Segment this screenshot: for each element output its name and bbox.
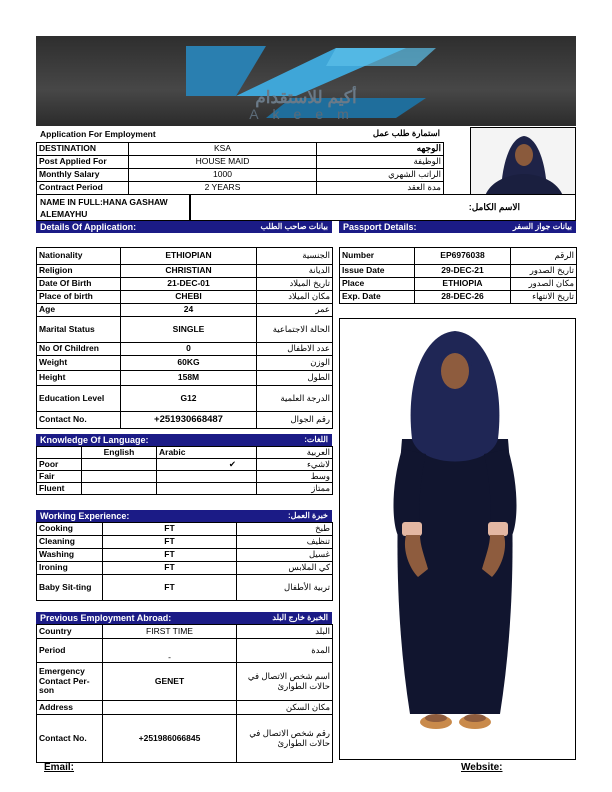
experience-bar-label-ar: خبرة العمل: bbox=[287, 511, 328, 520]
skill-label: Washing bbox=[37, 549, 103, 562]
passport-label: Number bbox=[340, 248, 415, 265]
footer-website-label: Website: bbox=[461, 762, 503, 773]
experience-table bbox=[36, 522, 333, 601]
table-row bbox=[37, 412, 333, 429]
skill-value: FT bbox=[103, 523, 237, 536]
table-row bbox=[37, 278, 333, 291]
table-row bbox=[37, 317, 333, 343]
detail-label: Place of birth bbox=[37, 291, 121, 304]
passport-label-ar: تاريخ الانتهاء bbox=[511, 291, 577, 304]
row-value: 2 YEARS bbox=[129, 182, 317, 195]
table-row bbox=[37, 265, 333, 278]
previous-label: Contact No. bbox=[37, 715, 103, 763]
detail-label-ar: رقم الجوال bbox=[257, 412, 333, 429]
table-row bbox=[340, 265, 577, 278]
skill-label-ar: تنظيف bbox=[237, 536, 333, 549]
table-row bbox=[37, 562, 333, 575]
language-level-label-ar: لاشيء bbox=[257, 459, 333, 471]
table-row bbox=[37, 483, 333, 495]
form-title-en: Application For Employment bbox=[40, 129, 156, 139]
previous-employment-bar-label: Previous Employment Abroad: bbox=[40, 613, 172, 623]
detail-value: CHRISTIAN bbox=[121, 265, 257, 278]
detail-value: 0 bbox=[121, 343, 257, 356]
experience-bar-label: Working Experience: bbox=[40, 511, 130, 521]
previous-employment-bar bbox=[36, 612, 332, 624]
detail-label: Height bbox=[37, 371, 121, 386]
table-row bbox=[37, 371, 333, 386]
logo-banner bbox=[36, 36, 576, 126]
detail-label-ar: عمر bbox=[257, 304, 333, 317]
full-body-photo bbox=[339, 318, 576, 760]
language-col-arabic-ar: العربية bbox=[257, 447, 333, 459]
portrait-photo bbox=[470, 127, 576, 195]
row-label: Monthly Salary bbox=[37, 169, 129, 182]
row-value: HOUSE MAID bbox=[129, 156, 317, 169]
row-label-ar: الوجهه bbox=[317, 143, 444, 156]
language-level-label-ar: وسط bbox=[257, 471, 333, 483]
passport-value: ETHIOPIA bbox=[415, 278, 511, 291]
passport-value: 28-DEC-26 bbox=[415, 291, 511, 304]
detail-label: Date Of Birth bbox=[37, 278, 121, 291]
full-name-label: NAME IN FULL:HANA GASHAW ALEMAYHU bbox=[40, 197, 168, 219]
previous-label-ar: رقم شخص الاتصال في حالات الطوارئ bbox=[237, 715, 333, 763]
table-row bbox=[37, 386, 333, 412]
table-row bbox=[37, 343, 333, 356]
passport-label: Exp. Date bbox=[340, 291, 415, 304]
detail-value: 60KG bbox=[121, 356, 257, 371]
details-bar-label-ar: بيانات صاحب الطلب bbox=[260, 222, 328, 231]
previous-value bbox=[103, 701, 237, 715]
detail-label: Religion bbox=[37, 265, 121, 278]
language-arabic-mark bbox=[157, 471, 257, 483]
language-level-label: Poor bbox=[37, 459, 82, 471]
skill-value: FT bbox=[103, 549, 237, 562]
previous-value: GENET bbox=[103, 663, 237, 701]
table-row bbox=[37, 715, 333, 763]
logo-latin-text: Akeem bbox=[249, 106, 363, 122]
detail-label-ar: الطول bbox=[257, 371, 333, 386]
skill-label: Cooking bbox=[37, 523, 103, 536]
detail-label-ar: الدرجة العلمية bbox=[257, 386, 333, 412]
language-level-label: Fair bbox=[37, 471, 82, 483]
form-title-ar: استمارة طلب عمل bbox=[372, 128, 440, 138]
detail-value: ETHIOPIAN bbox=[121, 248, 257, 265]
row-label-ar: الراتب الشهري bbox=[317, 169, 444, 182]
row-value: KSA bbox=[129, 143, 317, 156]
skill-value: FT bbox=[103, 575, 237, 601]
row-label: Post Applied For bbox=[37, 156, 129, 169]
detail-label: Marital Status bbox=[37, 317, 121, 343]
table-row bbox=[37, 575, 333, 601]
skill-label-ar: طبخ bbox=[237, 523, 333, 536]
row-value: 1000 bbox=[129, 169, 317, 182]
row-label: Contract Period bbox=[37, 182, 129, 195]
detail-value: 158M bbox=[121, 371, 257, 386]
language-bar bbox=[36, 434, 332, 446]
table-row bbox=[37, 304, 333, 317]
detail-label-ar: عدد الاطفال bbox=[257, 343, 333, 356]
previous-label-ar: اسم شخص الاتصال في حالات الطوارئ bbox=[237, 663, 333, 701]
passport-label-ar: الرقم bbox=[511, 248, 577, 265]
table-row bbox=[37, 291, 333, 304]
row-label-ar: الوظيفة bbox=[317, 156, 444, 169]
passport-value: 29-DEC-21 bbox=[415, 265, 511, 278]
language-col-arabic: Arabic bbox=[157, 447, 257, 459]
language-arabic-mark bbox=[157, 483, 257, 495]
table-row bbox=[37, 169, 444, 182]
row-label: DESTINATION bbox=[37, 143, 129, 156]
table-row bbox=[37, 701, 333, 715]
detail-label: Weight bbox=[37, 356, 121, 371]
table-row bbox=[37, 549, 333, 562]
passport-label-ar: مكان الصدور bbox=[511, 278, 577, 291]
previous-employment-table bbox=[36, 624, 333, 763]
details-bar-label: Details Of Application: bbox=[40, 222, 137, 232]
previous-label-ar: البلد bbox=[237, 625, 333, 639]
detail-label: Contact No. bbox=[37, 412, 121, 429]
previous-label: Emergency Contact Per-son bbox=[37, 663, 103, 701]
table-row bbox=[37, 143, 444, 156]
passport-label-ar: تاريخ الصدور bbox=[511, 265, 577, 278]
detail-label-ar: مكان الميلاد bbox=[257, 291, 333, 304]
passport-bar-label-ar: بيانات جواز السفر bbox=[512, 222, 572, 231]
detail-value: 21-DEC-01 bbox=[121, 278, 257, 291]
table-row bbox=[37, 356, 333, 371]
table-row bbox=[37, 523, 333, 536]
detail-value: SINGLE bbox=[121, 317, 257, 343]
detail-label: No Of Children bbox=[37, 343, 121, 356]
detail-value: G12 bbox=[121, 386, 257, 412]
details-table bbox=[36, 247, 333, 429]
previous-employment-bar-label-ar: الخبرة خارج البلد bbox=[272, 613, 328, 622]
table-row bbox=[37, 471, 333, 483]
language-english-mark bbox=[82, 459, 157, 471]
passport-table bbox=[339, 247, 577, 304]
passport-value: EP6976038 bbox=[415, 248, 511, 265]
previous-label: Period bbox=[37, 639, 103, 663]
detail-label-ar: الحالة الاجتماعية bbox=[257, 317, 333, 343]
table-row bbox=[37, 156, 444, 169]
detail-label: Education Level bbox=[37, 386, 121, 412]
skill-value: FT bbox=[103, 562, 237, 575]
skill-label: Cleaning bbox=[37, 536, 103, 549]
table-row bbox=[37, 625, 333, 639]
checkmark-icon: ✔ bbox=[157, 459, 257, 471]
language-bar-label-ar: اللغات: bbox=[304, 435, 328, 444]
skill-label-ar: كي الملابس bbox=[237, 562, 333, 575]
table-row bbox=[37, 182, 444, 195]
previous-value: - bbox=[103, 639, 237, 663]
previous-label-ar: المدة bbox=[237, 639, 333, 663]
language-level-label-ar: ممتاز bbox=[257, 483, 333, 495]
skill-value: FT bbox=[103, 536, 237, 549]
detail-label-ar: الوزن bbox=[257, 356, 333, 371]
details-bar bbox=[36, 221, 332, 233]
logo-arabic-text: أكيم للاستقدام bbox=[255, 88, 357, 107]
passport-bar bbox=[339, 221, 576, 233]
detail-value: 24 bbox=[121, 304, 257, 317]
skill-label: Ironing bbox=[37, 562, 103, 575]
previous-value: FIRST TIME bbox=[103, 625, 237, 639]
table-row bbox=[37, 248, 333, 265]
detail-value: +251930668487 bbox=[121, 412, 257, 429]
experience-bar bbox=[36, 510, 332, 522]
passport-label: Place bbox=[340, 278, 415, 291]
skill-label: Baby Sit-ting bbox=[37, 575, 103, 601]
passport-bar-label: Passport Details: bbox=[343, 222, 417, 232]
table-row bbox=[340, 278, 577, 291]
footer-email-label: Email: bbox=[44, 762, 75, 773]
passport-label: Issue Date bbox=[340, 265, 415, 278]
previous-label-ar: مكان السكن bbox=[237, 701, 333, 715]
skill-label-ar: غسيل bbox=[237, 549, 333, 562]
skill-label-ar: تربية الأطفال bbox=[237, 575, 333, 601]
previous-label: Country bbox=[37, 625, 103, 639]
previous-value: +251986066845 bbox=[103, 715, 237, 763]
language-bar-label: Knowledge Of Language: bbox=[40, 435, 149, 445]
detail-label-ar: الجنسية bbox=[257, 248, 333, 265]
detail-label-ar: تاريخ الميلاد bbox=[257, 278, 333, 291]
detail-label: Nationality bbox=[37, 248, 121, 265]
previous-label: Address bbox=[37, 701, 103, 715]
table-row bbox=[37, 536, 333, 549]
language-corner-cell bbox=[37, 447, 82, 459]
table-row bbox=[37, 639, 333, 663]
detail-label: Age bbox=[37, 304, 121, 317]
table-row bbox=[340, 291, 577, 304]
table-row bbox=[37, 447, 333, 459]
language-english-mark bbox=[82, 471, 157, 483]
language-level-label: Fluent bbox=[37, 483, 82, 495]
table-row bbox=[340, 248, 577, 265]
language-col-english: English bbox=[82, 447, 157, 459]
detail-label-ar: الديانة bbox=[257, 265, 333, 278]
full-name-label-ar: الاسم الكامل: bbox=[468, 202, 520, 212]
language-english-mark bbox=[82, 483, 157, 495]
table-row bbox=[37, 459, 333, 471]
row-label-ar: مدة العقد bbox=[317, 182, 444, 195]
table-row bbox=[37, 663, 333, 701]
detail-value: CHEBI bbox=[121, 291, 257, 304]
top-info-table bbox=[36, 142, 444, 195]
language-table bbox=[36, 446, 333, 495]
